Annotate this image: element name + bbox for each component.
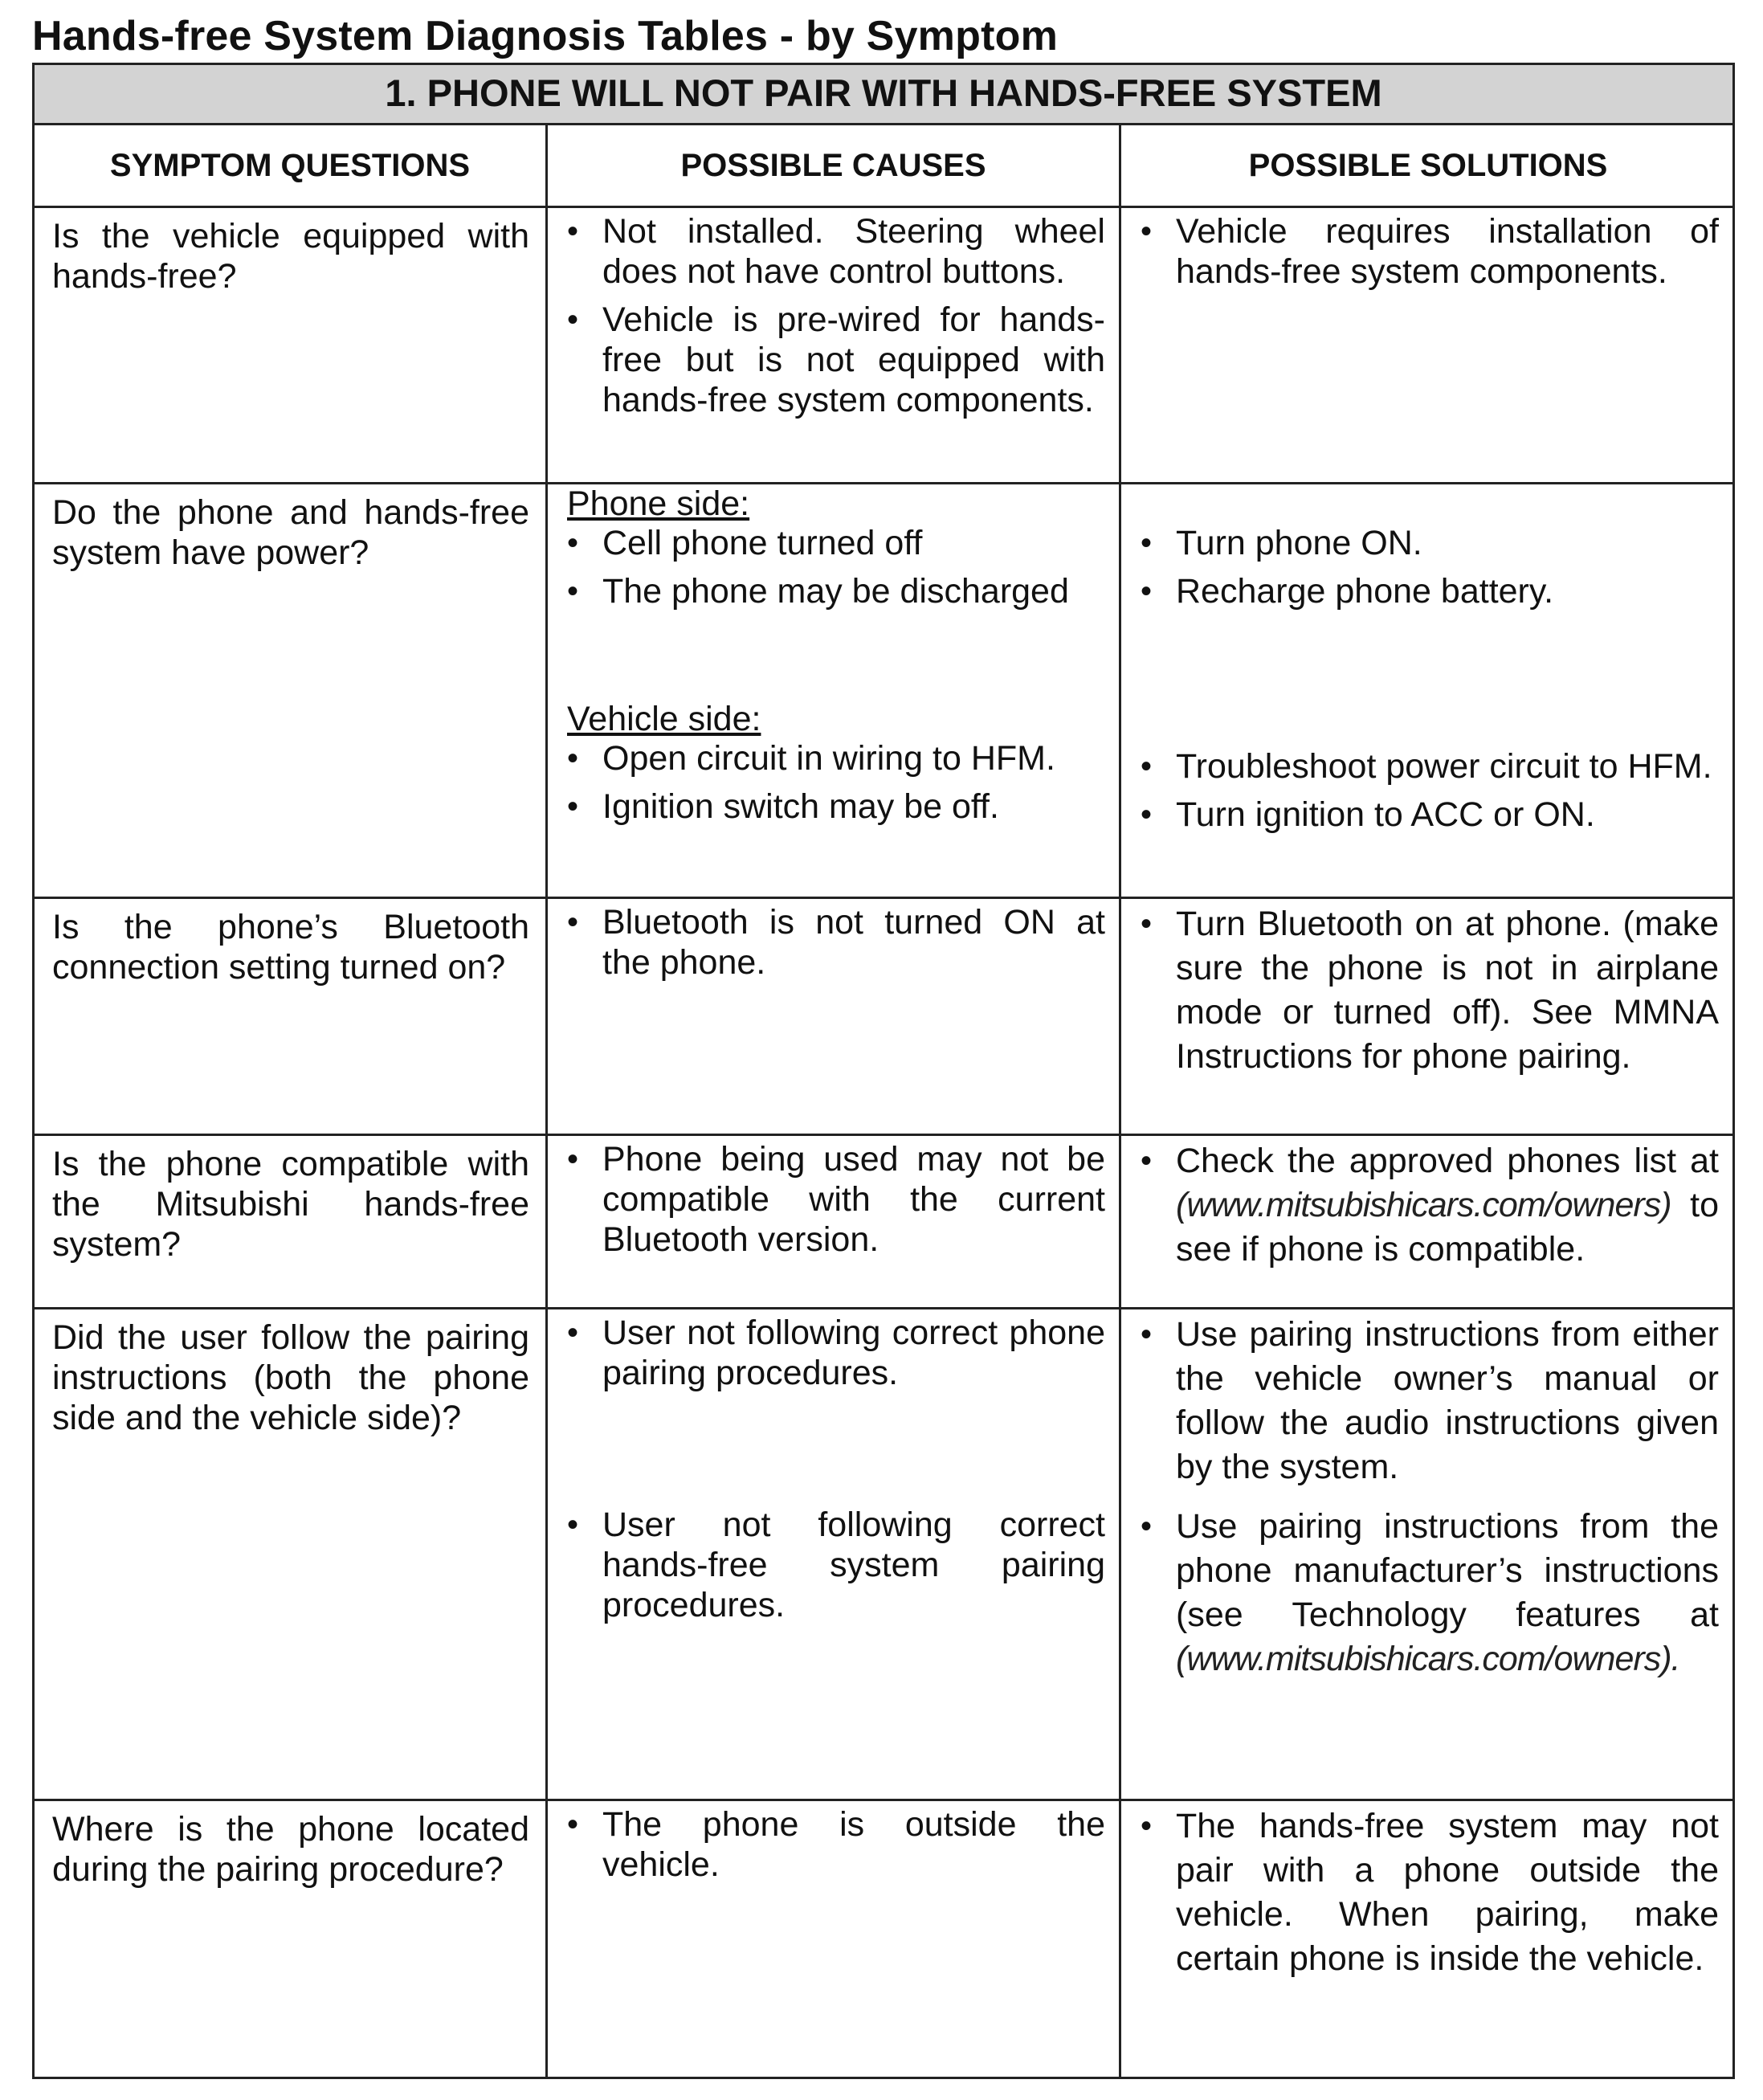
symptom-question: Did the user follow the pairing instructions (both the phone side and the vehicle side)? <box>52 1318 529 1437</box>
causes-cell <box>548 1804 1105 1893</box>
solution-item: • Recharge phone battery. <box>1121 571 1719 611</box>
solution-text: Use pairing instructions from the phone manufacturer’s instructions (see Technology features at <box>1176 1507 1719 1634</box>
causes-cell <box>548 1139 1105 1268</box>
causes-cell <box>548 1505 1105 1633</box>
solution-item: • Turn Bluetooth on at phone. (make sure the phone is not in airplane mode or turned off). See MMNA Instructions for phone pairing. <box>1121 902 1719 1079</box>
solutions-cell <box>1121 211 1719 300</box>
solutions-cell <box>1121 1804 1719 1989</box>
cause-item: • User not following correct hands-free system pairing procedures. <box>548 1505 1105 1625</box>
cause-item: • Open circuit in wiring to HFM. <box>548 738 1105 778</box>
header-symptom-questions: SYMPTOM QUESTIONS <box>109 148 471 183</box>
diagnosis-table <box>32 63 1735 2079</box>
symptom-question: Is the phone compatible with the Mitsubishi hands-free system? <box>52 1145 529 1264</box>
header-possible-solutions: POSSIBLE SOLUTIONS <box>1248 148 1608 183</box>
solution-text: to see if phone is compatible. <box>1176 1186 1719 1269</box>
cause-item: • Ignition switch may be off. <box>548 786 1105 827</box>
solutions-cell <box>1121 746 1719 843</box>
causes-cell <box>548 211 1105 428</box>
cause-item: • The phone may be discharged <box>548 571 1105 611</box>
solution-item: • Troubleshoot power circuit to HFM. <box>1121 746 1719 786</box>
solution-text: Check the approved phones list at <box>1176 1142 1719 1180</box>
solution-item: • Use pairing instructions from either the vehicle owner’s manual or follow the audio instructions given by the system. <box>1121 1313 1719 1489</box>
solutions-cell <box>1121 523 1719 619</box>
solution-item: • Turn ignition to ACC or ON. <box>1121 795 1719 835</box>
causes-cell <box>548 902 1105 991</box>
causes-cell <box>548 1313 1105 1401</box>
solutions-cell <box>1121 1139 1719 1280</box>
symptom-question: Where is the phone located during the pairing procedure? <box>52 1810 529 1889</box>
solutions-cell <box>1121 1505 1719 1689</box>
solution-item <box>1121 1505 1719 1681</box>
solution-item: • The hands-free system may not pair with a phone outside the vehicle. When pairing, make certain phone is inside the vehicle. <box>1121 1804 1719 1981</box>
cause-item: • Cell phone turned off <box>548 523 1105 563</box>
column-divider <box>1119 125 1121 2079</box>
cause-item: • Phone being used may not be compatible with the current Bluetooth version. <box>548 1139 1105 1260</box>
phone-side-label: Phone side: <box>567 484 750 523</box>
vehicle-side-label: Vehicle side: <box>567 700 761 738</box>
owners-link[interactable]: (www.mitsubishicars.com/owners) <box>1176 1186 1671 1224</box>
cause-item: • Not installed. Steering wheel does not have control buttons. <box>548 211 1105 292</box>
section-title: 1. PHONE WILL NOT PAIR WITH HANDS-FREE SYSTEM <box>35 65 1732 125</box>
solutions-cell <box>1121 902 1719 1087</box>
cause-item: • User not following correct phone pairing procedures. <box>548 1313 1105 1393</box>
cause-item: • The phone is outside the vehicle. <box>548 1804 1105 1885</box>
symptom-question: Do the phone and hands-free system have power? <box>52 493 529 572</box>
solution-item: • Vehicle requires installation of hands-free system components. <box>1121 211 1719 292</box>
symptom-question: Is the vehicle equipped with hands-free? <box>52 217 529 296</box>
header-possible-causes: POSSIBLE CAUSES <box>680 148 986 183</box>
cause-item: • Vehicle is pre-wired for hands-free but is not equipped with hands-free system components. <box>548 300 1105 420</box>
solution-item: • Turn phone ON. <box>1121 523 1719 563</box>
symptom-question: Is the phone’s Bluetooth connection setting turned on? <box>52 908 529 987</box>
document-title: Hands-free System Diagnosis Tables - by Symptom <box>32 13 1059 59</box>
solutions-cell <box>1121 1313 1719 1497</box>
causes-cell <box>548 484 1105 835</box>
solution-item <box>1121 1139 1719 1272</box>
cause-item: • Bluetooth is not turned ON at the phone. <box>548 902 1105 983</box>
owners-link[interactable]: (www.mitsubishicars.com/owners). <box>1176 1640 1680 1678</box>
